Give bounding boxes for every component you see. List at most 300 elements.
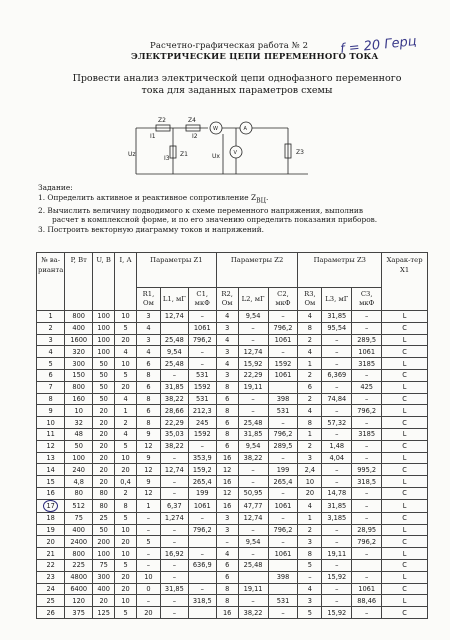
table-cell: 20 [115, 334, 137, 346]
table-cell: 4 [136, 322, 160, 334]
table-cell: 20 [93, 417, 115, 429]
table-cell: 15,92 [322, 571, 352, 583]
table-row [37, 499, 428, 512]
table-cell: – [136, 559, 160, 571]
table-cell: C [382, 369, 428, 381]
label-w: W [213, 126, 218, 132]
table-cell: 1061 [268, 548, 298, 560]
table-cell: 14 [37, 464, 65, 476]
table-cell: 400 [65, 322, 93, 334]
task-item-2: 2. Вычислить величину подводимого к схеме переменного напряжения, выполнив [38, 205, 364, 215]
table-cell: 16 [37, 487, 65, 499]
table-cell: 3 [136, 311, 160, 323]
table-cell: 1061 [268, 334, 298, 346]
table-cell: C [382, 322, 428, 334]
table-cell [37, 499, 65, 512]
label-ux: Ux [212, 153, 220, 160]
table-cell: 320 [65, 346, 93, 358]
table-cell: 80 [65, 487, 93, 499]
task-item-1: 1. Определить активное и реактивное сопротивление $Z_{ВЦ}$. [38, 192, 269, 205]
table-cell: 2 [298, 393, 322, 405]
handwritten-note: f = 20 Герц [339, 34, 418, 57]
table-cell: L [382, 499, 428, 512]
table-cell: 1,48 [322, 440, 352, 452]
table-cell: 4 [216, 311, 238, 323]
table-cell: 7 [37, 381, 65, 393]
table-cell: 4 [216, 548, 238, 560]
table-row [37, 452, 428, 464]
table-cell: 9 [136, 452, 160, 464]
table-cell: – [322, 524, 352, 536]
subcol-3: R2, Ом [216, 288, 238, 311]
table-cell: – [322, 381, 352, 393]
table-cell: 3 [136, 334, 160, 346]
table-cell: – [136, 512, 160, 524]
table-cell: C [382, 559, 428, 571]
table-row [37, 476, 428, 488]
table-cell: 10 [115, 358, 137, 370]
table-cell: L [382, 476, 428, 488]
table-cell: – [352, 512, 382, 524]
table-cell: 9 [136, 476, 160, 488]
table-row [37, 428, 428, 440]
table-cell: – [160, 369, 188, 381]
table-cell: 21 [37, 548, 65, 560]
table-cell: 2 [298, 440, 322, 452]
table-cell: L [382, 405, 428, 417]
task-block [38, 183, 418, 234]
table-cell: 31,85 [238, 428, 268, 440]
table-cell: 12,74 [160, 464, 188, 476]
subcol-4: L2, мГ [238, 288, 268, 311]
table-cell: 400 [65, 524, 93, 536]
table-cell: 12 [216, 487, 238, 499]
table-cell: 3 [216, 322, 238, 334]
table-cell: 2 [115, 417, 137, 429]
table-cell: C [382, 417, 428, 429]
table-cell [188, 571, 216, 583]
table-cell: 6 [37, 369, 65, 381]
table-cell: 16 [216, 607, 238, 619]
table-cell: 26 [37, 607, 65, 619]
table-cell: 3 [298, 452, 322, 464]
table-cell: 398 [268, 393, 298, 405]
table-cell: 8 [115, 499, 137, 512]
table-cell: 512 [65, 499, 93, 512]
table-cell: 8 [216, 595, 238, 607]
table-cell: – [352, 322, 382, 334]
table-row [37, 571, 428, 583]
table-cell: – [238, 464, 268, 476]
table-cell: L [382, 381, 428, 393]
table-cell: L [382, 595, 428, 607]
table-row [37, 559, 428, 571]
table-cell: 25 [93, 512, 115, 524]
table-cell: – [352, 440, 382, 452]
table-cell: 20 [115, 536, 137, 548]
table-cell: – [238, 548, 268, 560]
table-cell: 16 [216, 452, 238, 464]
table-cell: 75 [93, 559, 115, 571]
table-cell: 9,54 [160, 346, 188, 358]
table-cell: 265,4 [188, 476, 216, 488]
table-cell: 74,84 [322, 393, 352, 405]
table-cell: 796,2 [188, 524, 216, 536]
table-cell: 199 [268, 464, 298, 476]
table-cell: 15 [37, 476, 65, 488]
table-cell: 150 [65, 369, 93, 381]
table-cell: 8 [298, 322, 322, 334]
table-cell: 20 [93, 440, 115, 452]
task-item-3: 3. Построить векторную диаграмму токов и напряжений. [38, 224, 265, 234]
group-z2: Параметры Z2 [216, 253, 298, 288]
table-cell: 38,22 [238, 452, 268, 464]
table-cell: 5 [298, 559, 322, 571]
table-cell: 19,11 [238, 583, 268, 595]
table-cell: 6 [136, 405, 160, 417]
table-cell: 1061 [188, 499, 216, 512]
group-z1: Параметры Z1 [136, 253, 216, 288]
table-cell: C [382, 393, 428, 405]
subcol-8: C3, мкФ [352, 288, 382, 311]
table-cell [352, 559, 382, 571]
table-cell: 2 [298, 524, 322, 536]
table-cell: 1061 [268, 499, 298, 512]
table-cell: 4800 [65, 571, 93, 583]
table-cell: L [382, 452, 428, 464]
table-cell: 796,2 [352, 536, 382, 548]
table-cell: – [322, 595, 352, 607]
table-cell: – [238, 393, 268, 405]
table-cell: 6 [298, 381, 322, 393]
table-cell: 100 [93, 311, 115, 323]
table-row [37, 487, 428, 499]
table-cell: 199 [188, 487, 216, 499]
table-cell: 38,22 [160, 393, 188, 405]
table-cell: – [322, 346, 352, 358]
table-cell: L [382, 311, 428, 323]
table-cell: 3 [216, 369, 238, 381]
label-z2: Z2 [158, 117, 166, 124]
table-cell: 8 [136, 393, 160, 405]
table-cell: 48 [65, 428, 93, 440]
table-cell: 6,37 [160, 499, 188, 512]
table-cell: 8 [136, 417, 160, 429]
table-cell: 6,369 [322, 369, 352, 381]
table-cell: 5 [115, 512, 137, 524]
table-cell: 425 [352, 381, 382, 393]
table-cell: 5 [115, 607, 137, 619]
table-cell: 300 [93, 571, 115, 583]
table-row [37, 322, 428, 334]
table-cell: 120 [65, 595, 93, 607]
table-cell: 1061 [188, 322, 216, 334]
table-cell: 12,74 [238, 512, 268, 524]
table-cell: 23 [37, 571, 65, 583]
table-cell: 796,2 [268, 428, 298, 440]
table-cell: 796,2 [188, 334, 216, 346]
table-cell: – [188, 358, 216, 370]
table-cell: – [268, 487, 298, 499]
table-cell: – [188, 548, 216, 560]
table-cell: – [352, 417, 382, 429]
table-cell [268, 381, 298, 393]
table-cell: 20 [93, 405, 115, 417]
table-cell: 4 [216, 358, 238, 370]
table-cell: – [136, 524, 160, 536]
task-title: Задание: [38, 183, 73, 192]
table-cell: 32 [65, 417, 93, 429]
table-row [37, 358, 428, 370]
table-cell: 265,4 [268, 476, 298, 488]
table-cell: 8 [216, 381, 238, 393]
table-cell: 5 [115, 369, 137, 381]
subcol-2: C1, мкФ [188, 288, 216, 311]
table-cell: 38,22 [238, 607, 268, 619]
table-cell: 57,32 [322, 417, 352, 429]
table-cell: – [268, 607, 298, 619]
table-cell: 31,85 [160, 381, 188, 393]
table-cell: – [322, 464, 352, 476]
table-cell [238, 571, 268, 583]
table-cell: – [322, 358, 352, 370]
table-cell: 20 [115, 583, 137, 595]
table-cell: 1600 [65, 334, 93, 346]
table-cell: 995,2 [352, 464, 382, 476]
table-cell: 1061 [352, 346, 382, 358]
table-cell: 11 [37, 428, 65, 440]
table-cell: 1061 [352, 583, 382, 595]
table-cell: 18 [37, 512, 65, 524]
table-row [37, 524, 428, 536]
table-cell: 16 [216, 499, 238, 512]
table-cell: 4 [298, 499, 322, 512]
table-cell: 1 [298, 428, 322, 440]
table-cell: 10 [115, 548, 137, 560]
table-cell: 4 [115, 346, 137, 358]
table-cell: 100 [93, 346, 115, 358]
table-cell: 10 [115, 452, 137, 464]
table-cell: 25,48 [238, 417, 268, 429]
table-row [37, 464, 428, 476]
table-cell: 245 [188, 417, 216, 429]
table-cell: – [352, 499, 382, 512]
table-cell: 1592 [188, 428, 216, 440]
table-cell: – [188, 440, 216, 452]
table-cell: 28,66 [160, 405, 188, 417]
subcol-1: L1, мГ [160, 288, 188, 311]
table-cell: 796,2 [268, 524, 298, 536]
table-cell: – [268, 452, 298, 464]
table-cell: 28,95 [352, 524, 382, 536]
table-cell: 5 [136, 536, 160, 548]
table-cell: 16 [216, 476, 238, 488]
label-a: A [243, 126, 247, 132]
table-cell: 20 [93, 476, 115, 488]
table-cell: 100 [65, 452, 93, 464]
table-cell: 6 [136, 381, 160, 393]
table-cell: 22,29 [160, 417, 188, 429]
col-u: U, В [93, 253, 115, 311]
table-cell: 4,04 [322, 452, 352, 464]
table-row [37, 595, 428, 607]
table-cell: 1,274 [160, 512, 188, 524]
table-cell: 22,29 [238, 369, 268, 381]
table-cell: – [160, 536, 188, 548]
col-p: P, Вт [65, 253, 93, 311]
table-cell: 6 [216, 559, 238, 571]
col-variant: № ва-рианта [37, 253, 65, 311]
table-cell: – [160, 487, 188, 499]
table-cell: 6 [216, 417, 238, 429]
table-cell: 10 [115, 524, 137, 536]
table-cell: 19,11 [238, 381, 268, 393]
table-row [37, 583, 428, 595]
table-cell: – [352, 607, 382, 619]
table-cell: 8 [216, 405, 238, 417]
table-cell: 47,77 [238, 499, 268, 512]
table-cell: 2 [115, 487, 137, 499]
table-cell: – [160, 524, 188, 536]
table-cell: 531 [188, 393, 216, 405]
table-cell: 800 [65, 311, 93, 323]
table-cell: – [188, 583, 216, 595]
table-cell: 20 [93, 428, 115, 440]
table-cell: – [238, 476, 268, 488]
table-cell: – [160, 452, 188, 464]
table-cell: 8 [298, 548, 322, 560]
table-cell: L [382, 334, 428, 346]
table-cell: 4 [216, 334, 238, 346]
table-cell: 14,78 [322, 487, 352, 499]
table-cell: 50 [65, 440, 93, 452]
table-row [37, 440, 428, 452]
table-cell: – [160, 476, 188, 488]
table-cell: 50 [93, 393, 115, 405]
table-cell: 12 [37, 440, 65, 452]
table-cell: 531 [268, 595, 298, 607]
table-cell: 20 [115, 464, 137, 476]
table-cell: 6400 [65, 583, 93, 595]
table-cell: 300 [65, 358, 93, 370]
table-cell: 398 [268, 571, 298, 583]
task-item-2-cont: расчет в комплексной форме, и по его значению определить показания приборов. [52, 215, 378, 225]
table-cell: 4,8 [65, 476, 93, 488]
table-cell: 50 [93, 524, 115, 536]
table-cell: 353,9 [188, 452, 216, 464]
table-cell: 159,2 [188, 464, 216, 476]
table-cell: 4 [298, 583, 322, 595]
table-cell: 4 [298, 346, 322, 358]
table-cell: 31,85 [322, 499, 352, 512]
table-cell: 1 [37, 311, 65, 323]
table-cell: 3 [216, 512, 238, 524]
table-cell: 289,5 [352, 334, 382, 346]
table-cell: 3185 [352, 428, 382, 440]
table-cell: 6 [136, 358, 160, 370]
table-cell: 5 [298, 607, 322, 619]
table-cell: 5 [115, 322, 137, 334]
table-cell [188, 536, 216, 548]
table-cell: 80 [93, 487, 115, 499]
table-cell: 35,03 [160, 428, 188, 440]
table-cell: 20 [115, 571, 137, 583]
table-cell: – [352, 487, 382, 499]
table-cell: 375 [65, 607, 93, 619]
table-cell: C [382, 607, 428, 619]
table-cell: – [268, 536, 298, 548]
table-cell: 1 [136, 499, 160, 512]
variants-table [36, 252, 428, 619]
table-cell: – [352, 571, 382, 583]
table-cell: 3 [37, 334, 65, 346]
table-cell: L [382, 428, 428, 440]
table-cell: 2,4 [298, 464, 322, 476]
table-cell: – [322, 559, 352, 571]
table-cell: 240 [65, 464, 93, 476]
table-cell: 50 [93, 381, 115, 393]
table-cell: 531 [188, 369, 216, 381]
table-cell: – [352, 452, 382, 464]
table-cell: 5 [115, 559, 137, 571]
table-cell: 88,46 [352, 595, 382, 607]
topic-title: ЭЛЕКТРИЧЕСКИЕ ЦЕПИ ПЕРЕМЕННОГО ТОКА [131, 52, 379, 62]
table-cell: 20 [136, 607, 160, 619]
table-cell: 796,2 [268, 322, 298, 334]
table-cell: 1061 [268, 369, 298, 381]
label-i2: I2 [192, 133, 198, 140]
table-cell: 75 [65, 512, 93, 524]
table-cell: 16,92 [160, 548, 188, 560]
table-cell: 9,54 [238, 311, 268, 323]
table-cell: 22 [37, 559, 65, 571]
table-cell: 796,2 [352, 405, 382, 417]
table-cell [188, 607, 216, 619]
table-cell: 318,5 [188, 595, 216, 607]
table-cell: 5 [37, 358, 65, 370]
table-cell: 50,95 [238, 487, 268, 499]
table-cell: – [268, 512, 298, 524]
table-cell: 4 [115, 428, 137, 440]
table-cell: 2400 [65, 536, 93, 548]
table-cell: 31,85 [322, 311, 352, 323]
table-cell: 13 [37, 452, 65, 464]
group-z3: Параметры Z3 [298, 253, 382, 288]
table-cell: – [268, 417, 298, 429]
table-cell: 160 [65, 393, 93, 405]
circled-variant: 17 [43, 500, 57, 512]
table-cell: 212,3 [188, 405, 216, 417]
table-cell: 95,54 [322, 322, 352, 334]
table-cell: – [238, 595, 268, 607]
table-cell: 80 [93, 499, 115, 512]
table-cell: – [136, 548, 160, 560]
table-cell: 531 [268, 405, 298, 417]
table-cell: – [322, 334, 352, 346]
table-cell: 20 [298, 487, 322, 499]
table-cell: 10 [136, 571, 160, 583]
table-cell: 10 [298, 476, 322, 488]
table-cell: C [382, 536, 428, 548]
table-cell: 9 [37, 405, 65, 417]
table-row [37, 417, 428, 429]
table-cell: 19,11 [322, 548, 352, 560]
table-cell: 19 [37, 524, 65, 536]
table-cell: – [322, 583, 352, 595]
table-cell: 8 [37, 393, 65, 405]
table-cell: 225 [65, 559, 93, 571]
table-cell: 1592 [188, 381, 216, 393]
